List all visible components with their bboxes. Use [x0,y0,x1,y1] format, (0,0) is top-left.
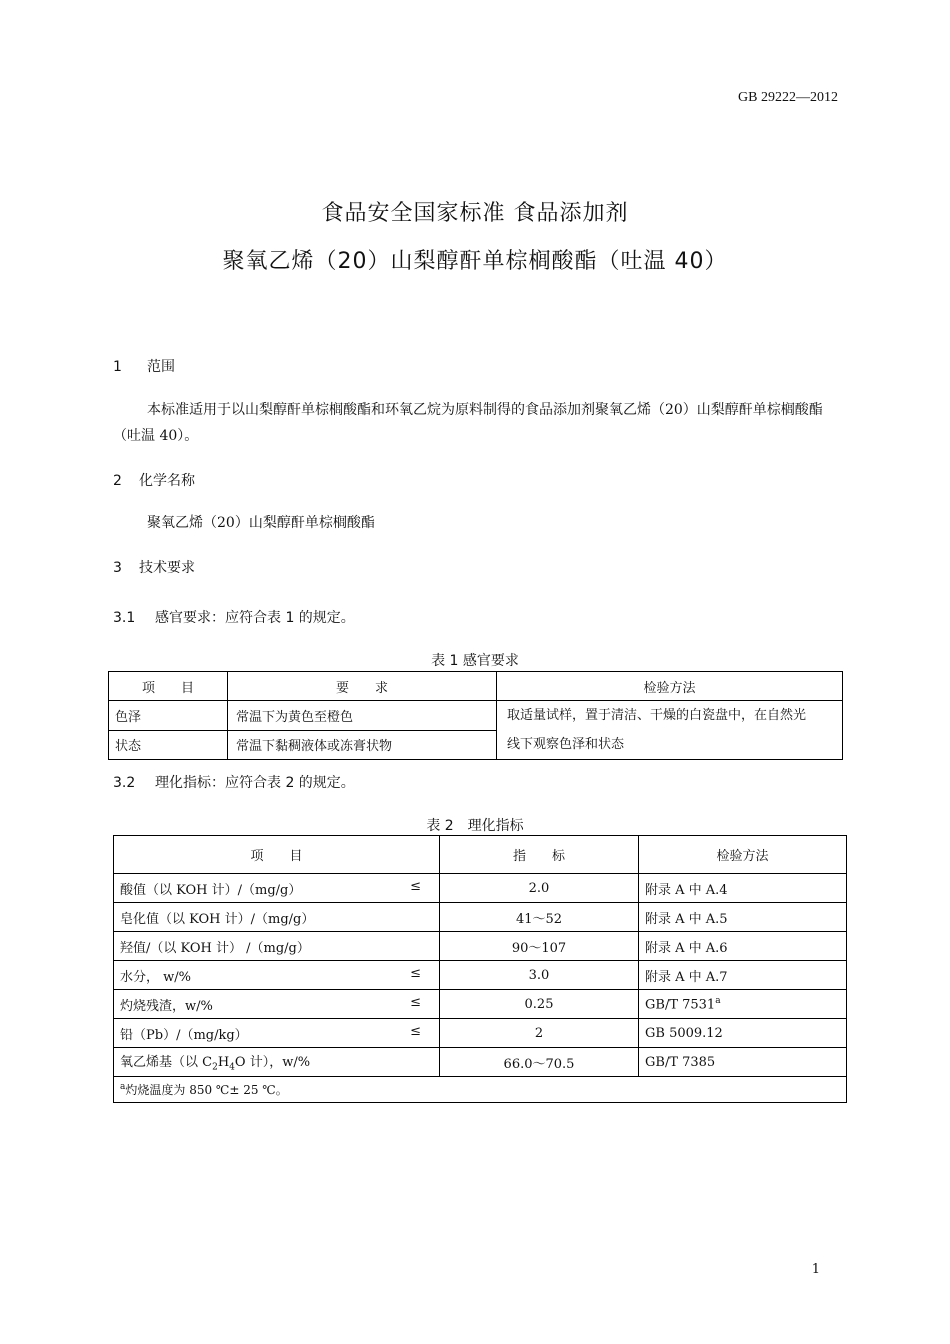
table-row [114,932,847,961]
table-row [114,1048,847,1077]
row-value: 2.0 [440,874,639,903]
section-title: 范围 [147,359,175,375]
row-method: 附录 A 中 A.4 [639,874,847,903]
table-2-caption: 表 2 理化指标 [426,818,524,834]
row-item: 状态 [109,730,228,760]
row-method: 附录 A 中 A.5 [639,903,847,932]
item-label: 水分， w/% [120,969,191,985]
header-method: 检验方法 [497,672,843,701]
table-2 [113,835,847,1103]
header-item: 项 目 [114,836,440,874]
section-number: 1 [113,359,122,375]
table-row [114,1019,847,1048]
table-1 [108,671,843,760]
item-label: 酸值（以 KOH 计）/（mg/g） [120,882,302,898]
section-number: 3.2 [113,775,136,791]
le-symbol: ≤ [410,994,421,1010]
item-label: 羟值/（以 KOH 计） /（mg/g） [120,940,310,956]
table-row [114,990,847,1019]
table-footnote [114,1077,847,1103]
method-text: GB/T 7531 [645,997,716,1013]
row-value: 0.25 [440,990,639,1019]
row-item [114,932,440,961]
header-value: 指 标 [440,836,639,874]
row-requirement: 常温下为黄色至橙色 [228,701,497,731]
item-label: 灼烧残渣，w/% [120,998,213,1014]
footnote-marker: a [120,1082,126,1092]
standard-number: GB 29222—2012 [738,90,838,105]
row-method [497,701,843,760]
section-number: 3 [113,560,122,576]
section-title: 理化指标：应符合表 2 的规定。 [155,775,355,791]
method-line-1: 取适量试样，置于清洁、干燥的白瓷盘中，在自然光 [507,708,807,723]
row-value: 41～52 [440,903,639,932]
le-symbol: ≤ [410,1023,421,1039]
title-line-1: 食品安全国家标准 食品添加剂 [321,201,629,226]
header-requirement: 要 求 [228,672,497,701]
section-1-text: 本标准适用于以山梨醇酐单棕榈酸酯和环氧乙烷为原料制得的食品添加剂聚氧乙烯（20）山梨醇酐单棕榈酸酯（吐温 40）。 [113,402,823,444]
page-number: 1 [811,1262,820,1277]
subscript: 4 [229,1062,235,1073]
row-item [114,990,440,1019]
footnote-marker: a [715,995,721,1006]
section-3-1-heading [113,607,355,627]
section-number: 3.1 [113,610,136,626]
section-title: 感官要求：应符合表 1 的规定。 [155,610,355,626]
table-row [114,903,847,932]
row-method: GB 5009.12 [639,1019,847,1048]
row-value: 90～107 [440,932,639,961]
le-symbol: ≤ [410,878,421,894]
table-header-row [114,836,847,874]
section-title: 化学名称 [139,473,195,489]
row-value: 2 [440,1019,639,1048]
row-method: 附录 A 中 A.7 [639,961,847,990]
item-label-h: H [217,1055,230,1071]
title-line-2: 聚氧乙烯（20）山梨醇酐单棕榈酸酯（吐温 40） [222,249,728,274]
section-number: 2 [113,473,122,489]
table-row [114,874,847,903]
section-1-heading [113,356,175,376]
section-3-heading [113,557,195,577]
row-item [114,1048,440,1077]
subscript: 2 [212,1062,218,1073]
row-item [114,874,440,903]
method-line-2: 线下观察色泽和状态 [507,737,625,752]
row-item [114,1019,440,1048]
section-2-heading [113,470,195,490]
row-value: 66.0～70.5 [440,1048,639,1077]
item-label-pre: 氧乙烯基（以 C [120,1055,213,1071]
table-footnote-row [114,1077,847,1103]
row-item [114,903,440,932]
table-header-row [109,672,843,701]
row-requirement: 常温下黏稠液体或冻膏状物 [228,730,497,760]
table-row [114,961,847,990]
section-title: 技术要求 [139,560,195,576]
item-label: 铅（Pb）/（mg/kg） [120,1027,248,1043]
row-item [114,961,440,990]
item-label-post: O 计），w/% [234,1055,311,1071]
header-method: 检验方法 [639,836,847,874]
row-method [639,990,847,1019]
row-value: 3.0 [440,961,639,990]
footnote-text: 灼烧温度为 850 ℃± 25 ℃。 [125,1083,288,1097]
item-label: 皂化值（以 KOH 计）/（mg/g） [120,911,315,927]
row-method: GB/T 7385 [639,1048,847,1077]
row-item: 色泽 [109,701,228,731]
le-symbol: ≤ [410,965,421,981]
row-method: 附录 A 中 A.6 [639,932,847,961]
section-2-text: 聚氧乙烯（20）山梨醇酐单棕榈酸酯 [147,515,375,531]
table-1-caption: 表 1 感官要求 [431,653,519,669]
section-3-2-heading [113,772,355,792]
header-item: 项 目 [109,672,228,701]
table-row [109,701,843,731]
